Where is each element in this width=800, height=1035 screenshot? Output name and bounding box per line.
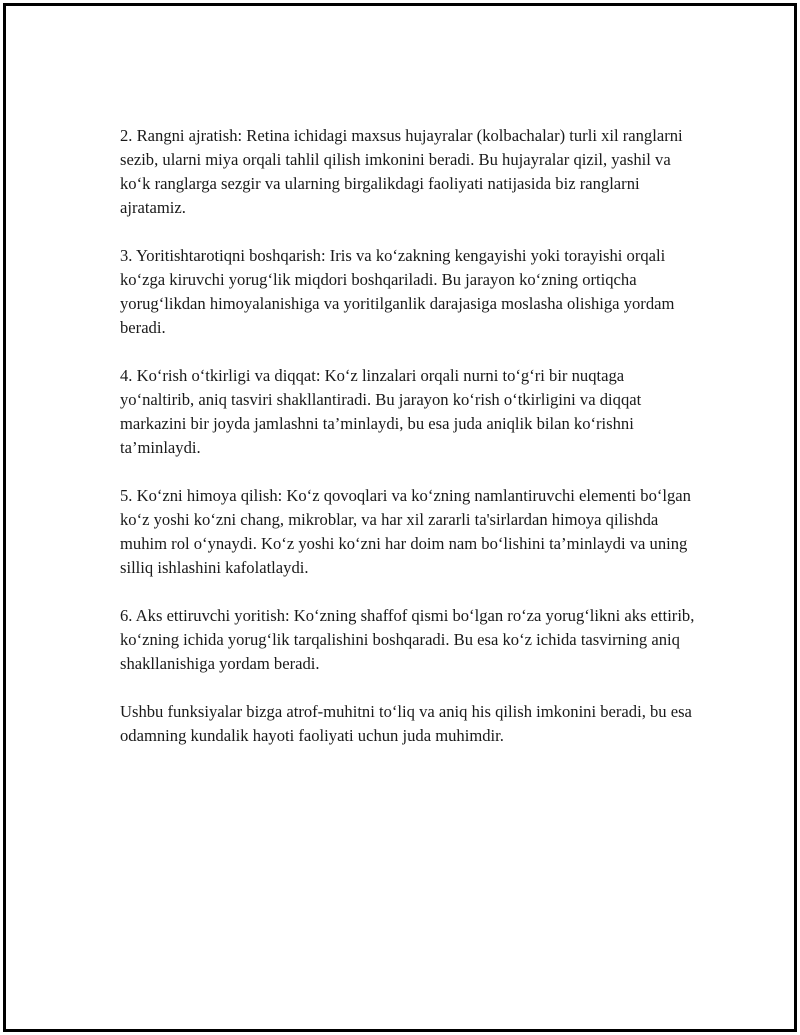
- paragraph-conclusion: Ushbu funksiyalar bizga atrof-muhitni to‘liq va aniq his qilish imkonini beradi, bu esa odamning kundalik hayoti faoliyati uchun juda muhimdir.: [120, 702, 692, 745]
- paragraph-eye-protection: 5. Ko‘zni himoya qilish: Ko‘z qovoqlari va ko‘zning namlantiruvchi elementi bo‘lgan ko‘z yoshi ko‘zni chang, mikroblar, va har xil zararli ta'sirlardan himoya qilishda muhim rol o‘ynaydi. Ko‘z yoshi ko‘zni har doim nam bo‘lishini ta’minlaydi va uning silliq ishlashini kafolatlaydi.: [120, 486, 691, 577]
- page-frame: [3, 3, 797, 1032]
- paragraph-visual-acuity: 4. Ko‘rish o‘tkirligi va diqqat: Ko‘z linzalari orqali nurni to‘g‘ri bir nuqtaga yo‘naltirib, aniq tasviri shakllantiradi. Bu jarayon ko‘rish o‘tkirligini va diqqat markazini bir joyda jamlashni ta’minlaydi, bu esa juda aniqlik bilan ko‘rishni ta’minlaydi.: [120, 366, 642, 457]
- paragraph-color-separation: 2. Rangni ajratish: Retina ichidagi maxsus hujayralar (kolbachalar) turli xil ranglarni sezib, ularni miya orqali tahlil qilish imkonini beradi. Bu hujayralar qizil, yashil va ko‘k ranglarga sezgir va ularning birgalikdagi faoliyati natijasida biz ranglarni ajratamiz.: [120, 126, 683, 217]
- paragraph-reflective-lighting: 6. Aks ettiruvchi yoritish: Ko‘zning shaffof qismi bo‘lgan ro‘za yorug‘likni aks ettirib, ko‘zning ichida yorug‘lik tarqalishini boshqaradi. Bu esa ko‘z ichida tasvirning aniq shakllanishiga yordam beradi.: [120, 606, 695, 673]
- document-body: [120, 124, 695, 748]
- paragraph-light-control: 3. Yoritishtarotiqni boshqarish: Iris va ko‘zakning kengayishi yoki torayishi orqali ko‘zga kiruvchi yorug‘lik miqdori boshqariladi. Bu jarayon ko‘zning ortiqcha yorug‘likdan himoyalanishiga va yoritilganlik darajasiga moslasha olishiga yordam beradi.: [120, 246, 675, 337]
